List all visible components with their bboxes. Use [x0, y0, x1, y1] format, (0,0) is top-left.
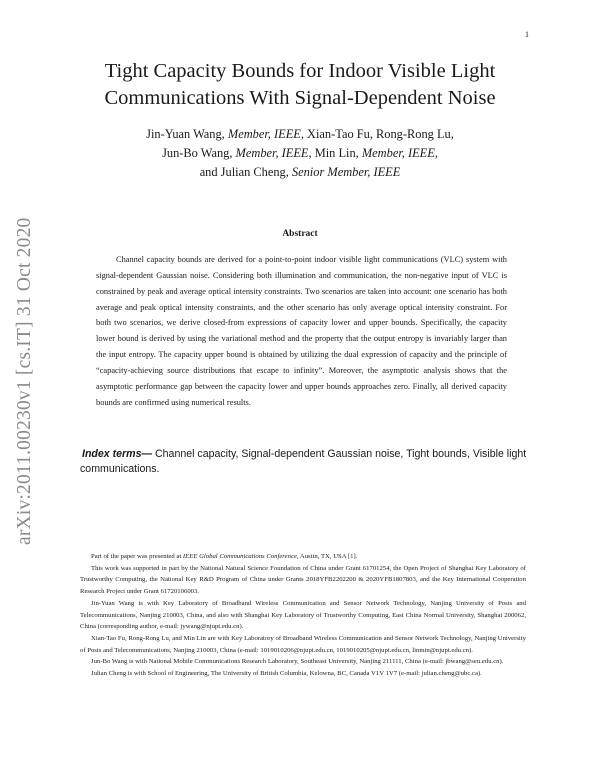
- footnote-affiliation: Jun-Bo Wang is with National Mobile Communications Research Laboratory, Southeast University, Nanjing 211111, China (e-mail: jbwang@seu.edu.cn).: [91, 658, 504, 666]
- author-name: Jun-Bo Wang,: [162, 146, 236, 160]
- author-name: Jin-Yuan Wang,: [146, 127, 228, 141]
- author-name: and Julian Cheng,: [199, 165, 292, 179]
- author-line-2: [60, 144, 540, 163]
- footnote-affiliation: Xian-Tao Fu, Rong-Rong Lu, and Min Lin are with Key Laboratory of Broadband Wireless Communication and Sensor Network Technology, Nanjing University of Posts and Telecommunications, Nanjing 210003, China (e-mail: 1019010206@njupt.edu.cn, 1019010205@njupt.edu.cn, linmin@njupt.edu.cn).: [80, 634, 526, 654]
- page-number: 1: [525, 30, 529, 39]
- author-line-3: [60, 163, 540, 182]
- footnote-affiliation: Julian Cheng is with School of Engineering, The University of British Columbia, Kelowna, BC, Canada V1V 1V7 (e-mail: julian.cheng@ubc.ca).: [91, 670, 482, 678]
- author-role: Senior Member, IEEE: [291, 165, 401, 179]
- index-terms: [80, 447, 530, 477]
- footnote-funding: This work was supported in part by the National Natural Science Foundation of China under Grant 61701254, the Open Project of Shanghai Key Laboratory of Trustworthy Computing, the National Key R&D Program of China under Grants 2018YFB2202200 & 2020YFB1807803, and the Key International Cooperation Research Project under Grant 61720106003.: [80, 564, 526, 596]
- conference-venue: IEEE Global Communications Conference: [182, 553, 297, 560]
- paper-title: [60, 58, 540, 112]
- index-terms-text: Channel capacity, Signal-dependent Gaussian noise, Tight bounds, Visible light communications.: [80, 448, 527, 475]
- author-role: Member, IEEE: [227, 127, 301, 141]
- footnote-affiliation: Jin-Yuan Wang is with Key Laboratory of Broadband Wireless Communication and Sensor Network Technology, Nanjing University of Posts and Telecommunications, Nanjing 210003, China, and also with Shanghai Key Laboratory of Trustworthy Computing, East China Normal University, Shanghai 200062, China (corresponding author, e-mail: jywang@njupt.edu.cn).: [80, 599, 526, 631]
- author-name: , Min Lin,: [308, 146, 362, 160]
- title-line-2: Communications With Signal-Dependent Noise: [104, 87, 496, 109]
- abstract-heading: Abstract: [282, 229, 318, 239]
- arxiv-stamp: arXiv:2011.00230v1 [cs.IT] 31 Oct 2020: [14, 217, 35, 545]
- author-separator: ,: [434, 146, 438, 160]
- footnote-text: , Austin, TX, USA [1].: [296, 553, 358, 560]
- index-terms-label: Index terms—: [82, 448, 153, 460]
- author-role: Member, IEEE: [361, 146, 435, 160]
- footnote-conference: [80, 551, 526, 563]
- author-line-1: [60, 125, 540, 144]
- footnotes: [80, 551, 526, 680]
- footnote-text: Part of the paper was presented at: [91, 553, 183, 560]
- author-role: Member, IEEE: [235, 146, 309, 160]
- abstract-body: Channel capacity bounds are derived for a point-to-point indoor visible light communications (VLC) system with signal-dependent Gaussian noise. Considering both illumination and communication, the non-negative input of VLC is constrained by peak and average optical intensity constraints. Two scenarios are taken into account: one scenario has both average and peak optical intensity constraints, and the other scenario has only average optical intensity constraint. For both two scenarios, we derive closed-from expressions of capacity lower and upper bounds. Specifically, the capacity lower bound is derived by using the variational method and the property that the output entropy is invariably larger than the input entropy. The capacity upper bound is obtained by utilizing the dual expression of capacity and the principle of “capacity-achieving source distributions that escape to infinity”. Moreover, the asymptotic analysis shows that the asymptotic performance gap between the capacity lower and upper bounds approaches zero. Finally, all derived capacity bounds are confirmed using numerical results.: [96, 255, 507, 407]
- title-line-1: Tight Capacity Bounds for Indoor Visible Light: [104, 60, 496, 82]
- author-name: , Xian-Tao Fu, Rong-Rong Lu,: [300, 127, 454, 141]
- author-list: [60, 125, 540, 182]
